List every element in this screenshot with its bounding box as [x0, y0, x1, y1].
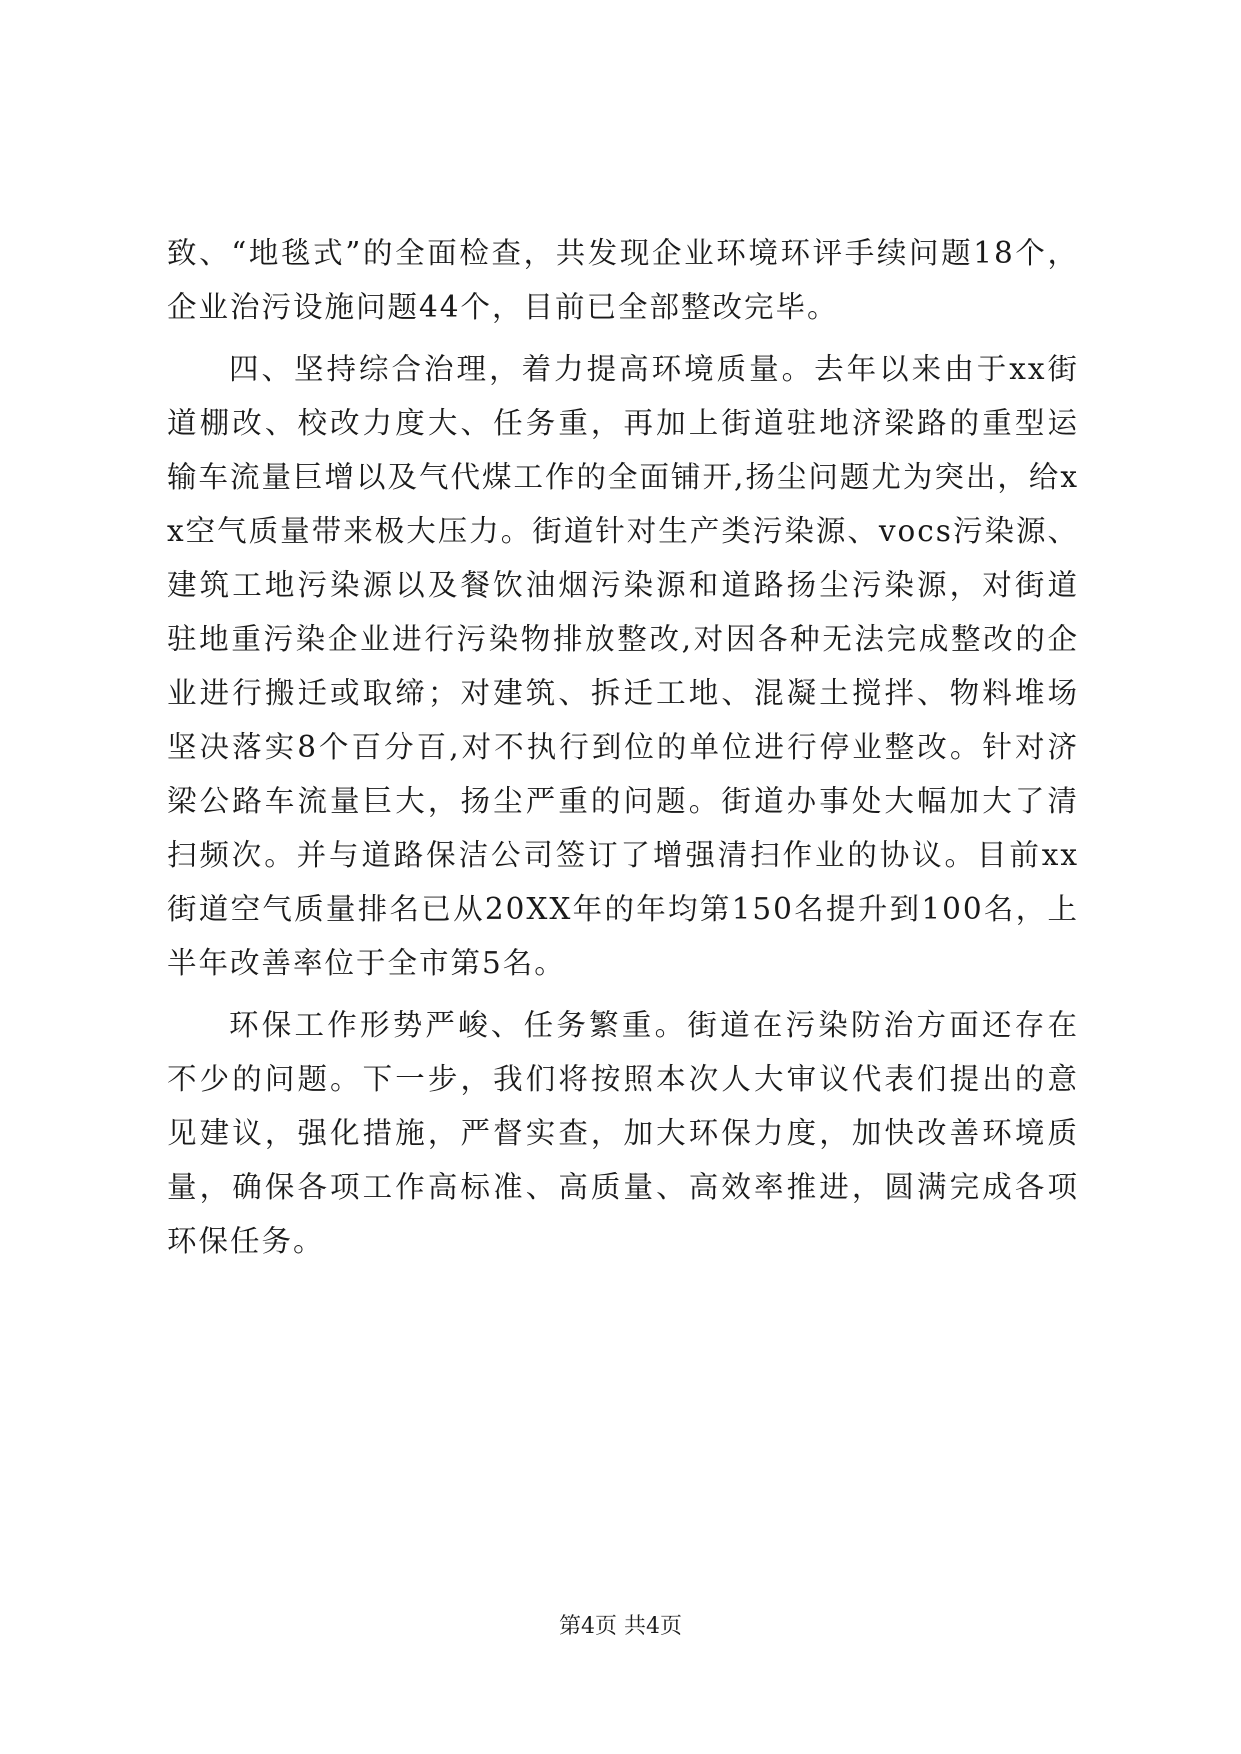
paragraph-continuation: 致、“地毯式”的全面检查，共发现企业环境环评手续问题18个，企业治污设施问题44个，目前已全部整改完毕。: [167, 236, 1079, 324]
document-body: [167, 226, 1079, 1268]
paragraph-next-steps: 环保工作形势严峻、任务繁重。街道在污染防治方面还存在不少的问题。下一步，我们将按照本次人大审议代表们提出的意见建议，强化措施，严督实查，加大环保力度，加快改善环境质量，确保各项工作高标准、高质量、高效率推进，圆满完成各项环保任务。: [167, 1008, 1079, 1258]
page-number-label: 第4页 共4页: [559, 1614, 682, 1639]
paragraph-comprehensive-governance: 四、坚持综合治理，着力提高环境质量。去年以来由于xx街道棚改、校改力度大、任务重，再加上街道驻地济梁路的重型运输车流量巨增以及气代煤工作的全面铺开,扬尘问题尤为突出，给xx空气质量带来极大压力。街道针对生产类污染源、vocs污染源、建筑工地污染源以及餐饮油烟污染源和道路扬尘污染源，对街道驻地重污染企业进行污染物排放整改,对因各种无法完成整改的企业进行搬迁或取缔；对建筑、拆迁工地、混凝土搅拌、物料堆场坚决落实8个百分百,对不执行到位的单位进行停业整改。针对济梁公路车流量巨大，扬尘严重的问题。街道办事处大幅加大了清扫频次。并与道路保洁公司签订了增强清扫作业的协议。目前xx街道空气质量排名已从20XX年的年均第150名提升到100名，上半年改善率位于全市第5名。: [167, 352, 1080, 980]
page-footer: [0, 1612, 1241, 1642]
